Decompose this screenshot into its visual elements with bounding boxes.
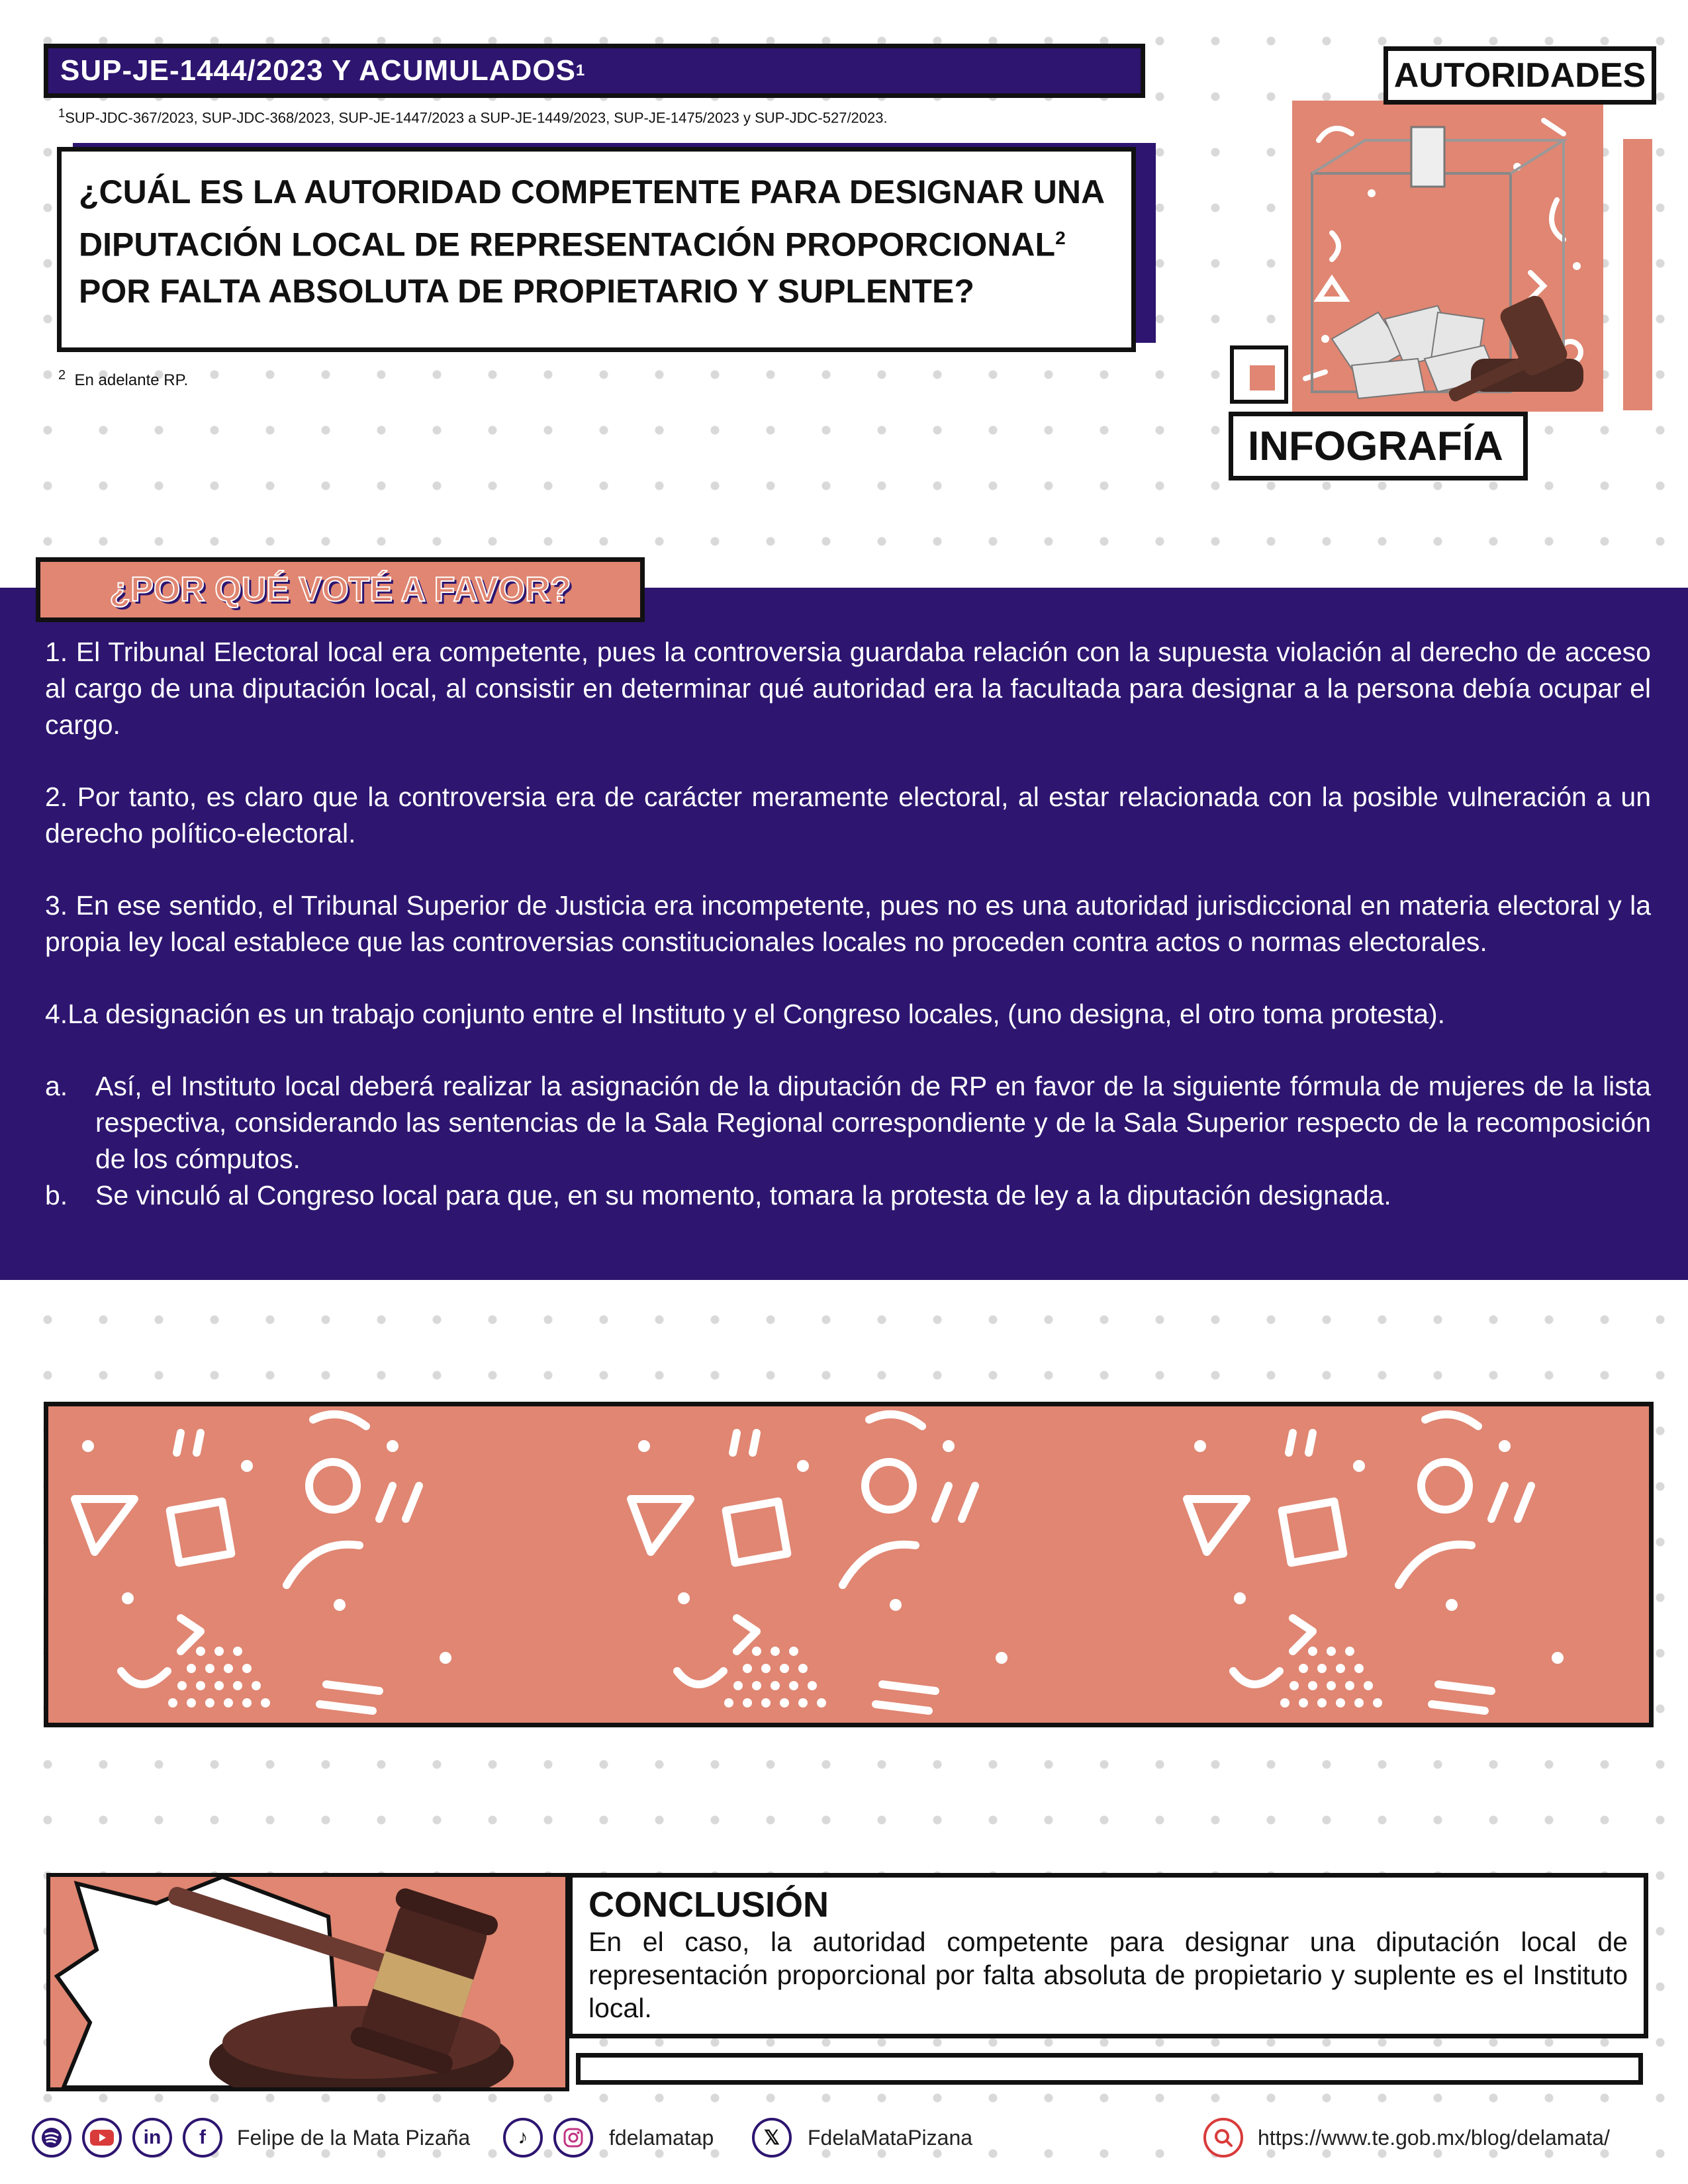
- list-item: [45, 1068, 1651, 1177]
- point-list: [45, 1068, 1651, 1214]
- ballot-box-gavel-image: [1292, 101, 1603, 412]
- ballot-box-illustration: [1292, 101, 1603, 412]
- section-title: ¿POR QUÉ VOTÉ A FAVOR?: [36, 557, 645, 622]
- case-number: SUP-JE-1444/2023 Y ACUMULADOS: [60, 54, 576, 87]
- spotify-icon[interactable]: [32, 2118, 71, 2158]
- conclusion-bar: [576, 2053, 1643, 2085]
- footnote-1-mark: 1: [58, 106, 66, 120]
- decorative-side-bar: [1623, 139, 1652, 410]
- case-footnote-mark: 1: [575, 62, 586, 79]
- paragraph-3: 3. En ese sentido, el Tribunal Superior de Justicia era incompetente, pues no es una autoridad jurisdiccional en materia electoral y la propia ley local establece que las controversias constitucionales locales no proceden contra actos o normas electorales.: [45, 890, 1651, 957]
- search-icon[interactable]: [1203, 2118, 1243, 2158]
- question-footnote-mark: 2: [1055, 228, 1066, 248]
- facebook-icon[interactable]: f: [183, 2118, 222, 2158]
- tiktok-icon[interactable]: ♪: [503, 2118, 543, 2158]
- footnote-1: [58, 106, 888, 126]
- decorative-pattern-banner: [44, 1402, 1654, 1727]
- gavel-illustration: [50, 1877, 565, 2087]
- footnote-2: [58, 368, 188, 390]
- conclusion-box: [568, 1873, 1648, 2038]
- instagram-icon[interactable]: [553, 2118, 593, 2158]
- case-number-bar: [44, 44, 1145, 98]
- conclusion-title: CONCLUSIÓN: [588, 1885, 829, 1925]
- question-box: [57, 147, 1136, 352]
- footer-handle-social[interactable]: fdelamatap: [609, 2126, 714, 2150]
- paragraph-1: 1. El Tribunal Electoral local era competente, pues la controversia guardaba relación con la supuesta violación al derecho de acceso al cargo de una diputación local, al consistir en determinar qué autoridad era la facultada para designar a la persona debía ocupar el cargo.: [45, 637, 1651, 740]
- paragraph-4: 4.La designación es un trabajo conjunto entre el Instituto y el Congreso locales, (uno designa, el otro toma protesta).: [45, 999, 1446, 1029]
- list-item-text: Así, el Instituto local deberá realizar la asignación de la diputación de RP en favor de la siguiente fórmula de mujeres de la lista respectiva, considerando las sentencias de la Sala Regional correspondiente y de la Sala Superior respecto de la recomposición de los cómputos.: [95, 1071, 1651, 1174]
- footnote-2-text: En adelante RP.: [74, 371, 189, 389]
- paragraph-2: 2. Por tanto, es claro que la controversia era de carácter meramente electoral, al estar relacionada con la posible vulneración a un derecho político-electoral.: [45, 782, 1651, 848]
- youtube-icon[interactable]: [82, 2118, 122, 2158]
- conclusion-text: En el caso, la autoridad competente para designar una diputación local de representación proporcional por falta absoluta de propietario y suplente es el Instituto local.: [588, 1927, 1628, 2023]
- linkedin-icon[interactable]: in: [132, 2118, 172, 2158]
- footer-handle-x[interactable]: FdelaMataPizana: [808, 2126, 973, 2150]
- x-icon[interactable]: 𝕏: [752, 2118, 792, 2158]
- footer: [32, 2118, 1660, 2164]
- question-text-1: ¿CUÁL ES LA AUTORIDAD COMPETENTE PARA DESIGNAR UNA DIPUTACIÓN LOCAL DE REPRESENTACIÓN PROPORCIONAL: [79, 173, 1104, 263]
- geometric-pattern: [48, 1406, 1649, 1723]
- main-text: [45, 634, 1651, 1214]
- decorative-square: [1250, 365, 1275, 390]
- footer-url[interactable]: https://www.te.gob.mx/blog/delamata/: [1258, 2126, 1610, 2150]
- gavel-image: [46, 1873, 569, 2091]
- list-marker: b.: [45, 1180, 68, 1210]
- infografia-badge: INFOGRAFÍA: [1229, 412, 1528, 480]
- list-item-text: Se vinculó al Congreso local para que, en su momento, tomara la protesta de ley a la diputación designada.: [95, 1180, 1391, 1210]
- question-text-2: POR FALTA ABSOLUTA DE PROPIETARIO Y SUPLENTE?: [79, 272, 974, 310]
- list-marker: a.: [45, 1071, 68, 1101]
- footer-name: Felipe de la Mata Pizaña: [237, 2126, 471, 2150]
- autoridades-badge: AUTORIDADES: [1383, 46, 1656, 105]
- footnote-2-mark: 2: [58, 368, 66, 383]
- footnote-1-text: SUP-JDC-367/2023, SUP-JDC-368/2023, SUP-JE-1447/2023 a SUP-JE-1449/2023, SUP-JE-1475/2023 y SUP-JDC-527/2023.: [65, 109, 888, 126]
- list-item: [45, 1177, 1651, 1214]
